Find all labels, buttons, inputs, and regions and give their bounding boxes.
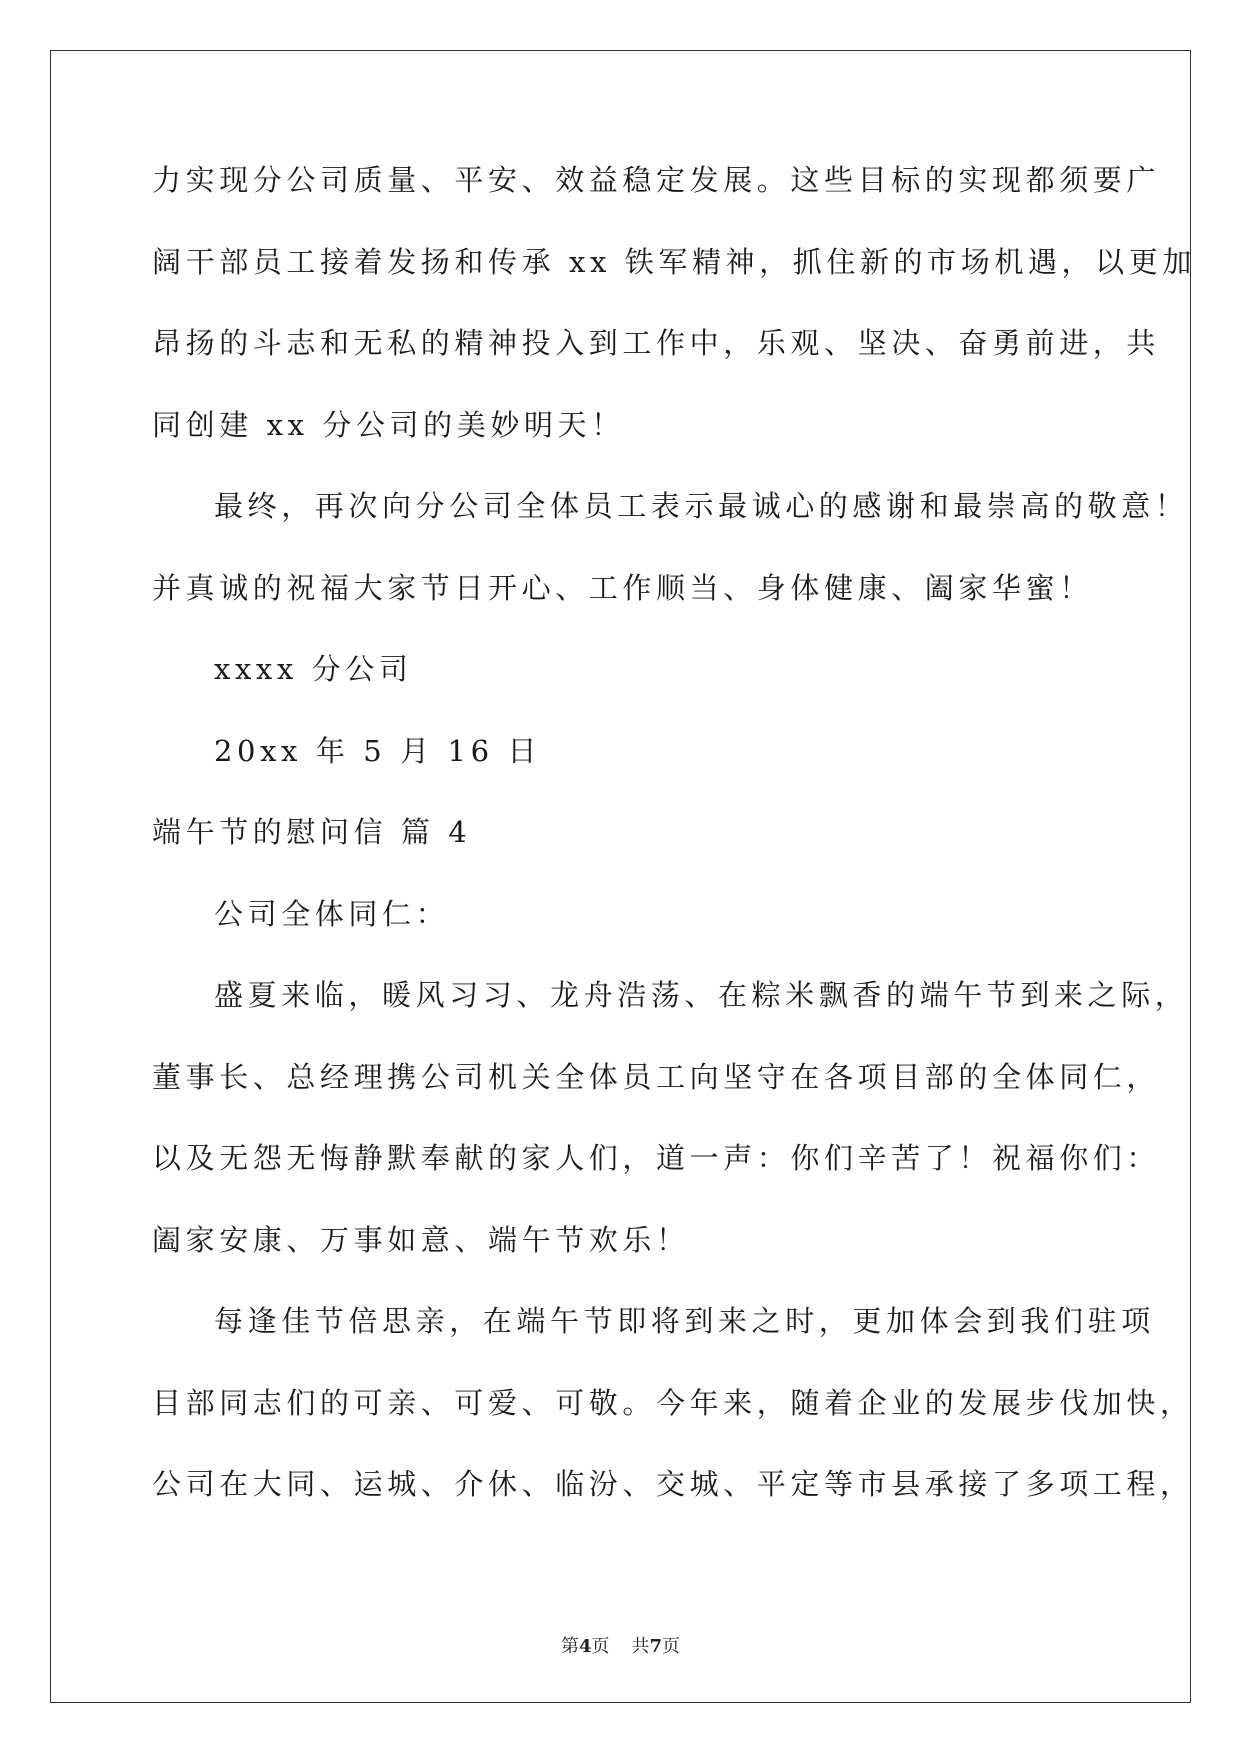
text-line: 董事长、总经理携公司机关全体员工向坚守在各项目部的全体同仁， <box>152 1059 1161 1094</box>
total-pages-number: 7 <box>649 1636 663 1657</box>
text-line: 并真诚的祝福大家节日开心、工作顺当、身体健康、阖家华蜜！ <box>152 570 1093 605</box>
text-line: 以及无怨无悔静默奉献的家人们，道一声：你们辛苦了！祝福你们： <box>152 1141 1161 1175</box>
footer-total-suffix: 页 <box>662 1636 681 1657</box>
text-line: 公司在大同、运城、介休、临汾、交城、平定等市县承接了多项工程， <box>152 1467 1194 1501</box>
text-line: 阔干部员工接着发扬和传承 xx 铁军精神，抓住新的市场机遇，以更加 <box>152 244 1196 279</box>
text-line: 盛夏来临，暖风习习、龙舟浩荡、在粽米飘香的端午节到来之际， <box>214 978 1189 1012</box>
document-body <box>152 160 1196 1546</box>
footer-total-prefix: 共 <box>631 1636 650 1657</box>
signature-date: 20xx 年 5 月 16 日 <box>214 733 542 768</box>
text-line: 力实现分公司质量、平安、效益稳定发展。这些目标的实现都须要广 <box>152 163 1161 197</box>
text-line: 目部同志们的可亲、可爱、可敬。今年来，随着企业的发展步伐加快， <box>152 1385 1194 1420</box>
section-heading: 端午节的慰问信 篇 4 <box>152 815 472 849</box>
signature-company: xxxx 分公司 <box>214 652 413 686</box>
text-line: 昂扬的斗志和无私的精神投入到工作中，乐观、坚决、奋勇前进，共 <box>152 326 1161 360</box>
current-page-number: 4 <box>578 1636 592 1657</box>
footer-page-suffix: 页 <box>591 1636 610 1657</box>
text-line: 同创建 xx 分公司的美妙明天！ <box>152 407 625 442</box>
text-line: 最终，再次向分公司全体员工表示最诚心的感谢和最崇高的敬意！ <box>214 489 1189 523</box>
text-line: 阖家安康、万事如意、端午节欢乐！ <box>152 1222 690 1257</box>
footer-prefix: 第 <box>560 1636 579 1657</box>
text-line: 每逢佳节倍思亲，在端午节即将到来之时，更加体会到我们驻项 <box>214 1304 1155 1338</box>
page-footer <box>0 1632 1241 1658</box>
salutation: 公司全体同仁： <box>214 896 450 931</box>
